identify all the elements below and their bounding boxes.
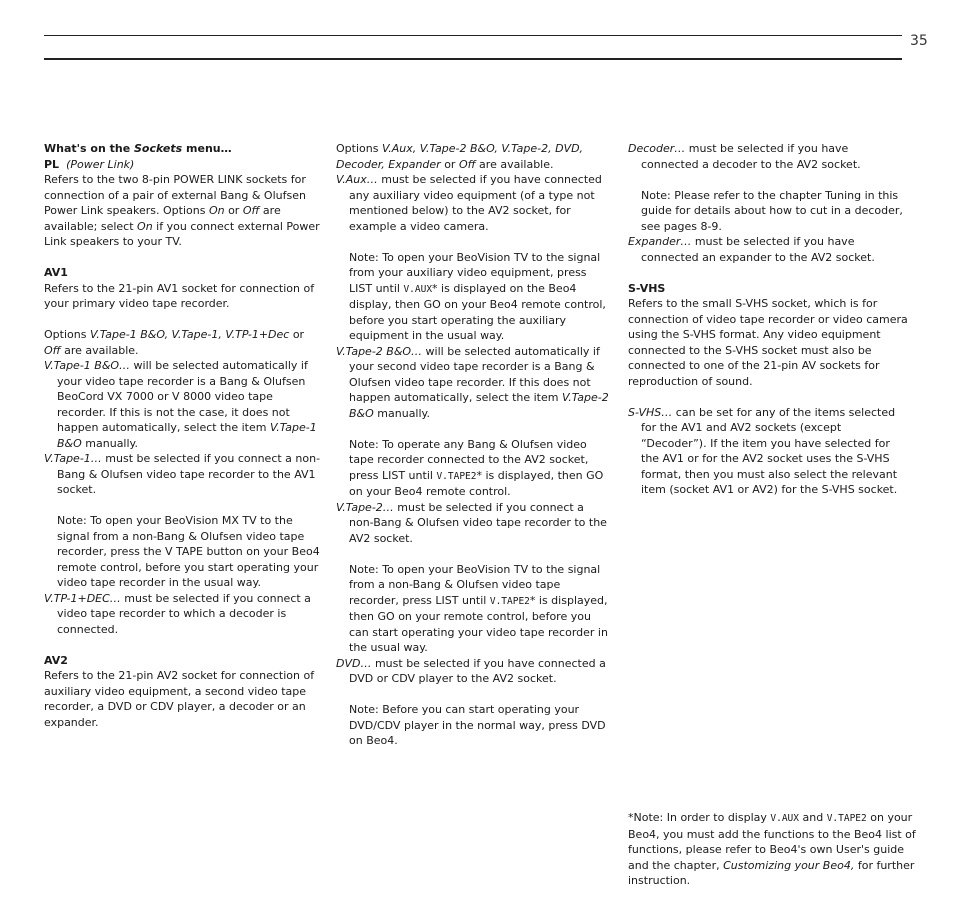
column-2 [336, 141, 612, 749]
dvd-item: DVD… must be selected if you have connected a DVD or CDV player to the AV2 socket. [336, 656, 606, 685]
column-1 [44, 141, 324, 730]
vtape2-item: V.Tape-2… must be selected if you connect a non-Bang & Olufsen video tape recorder to the AV2 socket. [336, 500, 607, 545]
vtape1-item: V.Tape-1… must be selected if you connect a non-Bang & Olufsen video tape recorder to the AV1 socket. [44, 452, 321, 496]
pl-description: Refers to the two 8-pin POWER LINK sockets for connection of a pair of external Bang & Olufsen Power Link speakers. Options On or Off are available; select On if you connect external Power Link speakers to your TV. [44, 173, 320, 248]
footnote [628, 810, 920, 889]
sockets-menu-heading: What's on the Sockets menu… [44, 142, 232, 155]
av1-description: Refers to the 21-pin AV1 socket for connection of your primary video tape recorder. [44, 281, 315, 310]
av1-heading: AV1 [44, 266, 68, 279]
vtp1-dec-item: V.TP-1+DEC… must be selected if you connect a video tape recorder to which a decoder is connected. [44, 591, 311, 636]
vtape1-note: Note: To open your BeoVision MX TV to the signal from a non-Bang & Olufsen video tape recorder, press the V TAPE button on your Beo4 remote control, before you start operating your video tape recorder in the usual way. [57, 514, 320, 589]
footnote-text: *Note: In order to display V.AUX and V.TAPE2 on your Beo4, you must add the functions to the Beo4 list of functions, please refer to Beo4's own User's guide and the chapter, Customizing your Beo4, for further instruction. [628, 811, 916, 887]
vaux-note: Note: To open your BeoVision TV to the signal from your auxiliary video equipment, press LIST until V.AUX* is displayed on the Beo4 display, then GO on your Beo4 remote control, before you start operating the auxiliary equipment in the usual way. [349, 250, 606, 342]
av2-heading: AV2 [44, 653, 68, 667]
vtape1-bo-item: V.Tape-1 B&O… will be selected automatically if your video tape recorder is a Bang & Olufsen BeoCord VX 7000 or V 8000 video tape recorder. If this is not the case, it does not happen automatically, select the item V.Tape-1 B&O manually. [44, 359, 317, 450]
svhs-item: S-VHS… can be set for any of the items selected for the AV1 and AV2 sockets (except “Decoder”). If the item you have selected for the AV1 or for the AV2 socket uses the S-VHS format, then you must also select the relevant item (socket AV1 or AV2) for the S-VHS socket. [628, 405, 898, 496]
expander-item: Expander… must be selected if you have connected an expander to the AV2 socket. [628, 235, 875, 264]
decoder-item: Decoder… must be selected if you have connected a decoder to the AV2 socket. [628, 142, 861, 171]
svhs-heading: S-VHS [628, 281, 666, 295]
vtape2-bo-item: V.Tape-2 B&O… will be selected automatically if your second video tape recorder is a Bang & Olufsen video tape recorder. If this does not happen automatically, select the item V.Tape-2 B&O manually. [336, 344, 609, 420]
av2-description: Refers to the 21-pin AV2 socket for connection of auxiliary video equipment, a second video tape recorder, a DVD or CDV player, a decoder or an expander. [44, 669, 315, 729]
vaux-item: V.Aux… must be selected if you have connected any auxiliary video equipment (of a type not mentioned below) to the AV2 socket, for example a video camera. [336, 173, 602, 233]
svhs-description: Refers to the small S-VHS socket, which is for connection of video tape recorder or video camera using the S-VHS format. Any video equipment connected to the S-VHS socket must also be connected to one of the 21-pin AV sockets for reproduction of sound. [628, 297, 908, 388]
av2-options: Options V.Aux, V.Tape-2 B&O, V.Tape-2, DVD, Decoder, Expander or Off are available. [336, 142, 584, 171]
decoder-note: Note: Please refer to the chapter Tuning in this guide for details about how to cut in a decoder, see pages 8-9. [641, 188, 903, 233]
pl-heading: PL (Power Link) [44, 157, 135, 171]
vtape2-note: Note: To open your BeoVision TV to the signal from a non-Bang & Olufsen video tape recorder, press LIST until V.TAPE2* is displayed, then GO on your remote control, before you can start operating your video tape recorder in the usual way. [349, 562, 608, 654]
vtape2-bo-note: Note: To operate any Bang & Olufsen video tape recorder connected to the AV2 socket, press LIST until V.TAPE2* is displayed, then GO on your Beo4 remote control. [349, 437, 604, 498]
column-3 [628, 141, 908, 498]
page-number: 35 [910, 33, 928, 49]
header-rule-top [44, 35, 902, 36]
av1-options: Options V.Tape-1 B&O, V.Tape-1, V.TP-1+Dec or Off are available. [44, 328, 305, 357]
dvd-note: Note: Before you can start operating your DVD/CDV player in the normal way, press DVD on Beo4. [349, 703, 606, 747]
header-rule-bottom [44, 58, 902, 60]
